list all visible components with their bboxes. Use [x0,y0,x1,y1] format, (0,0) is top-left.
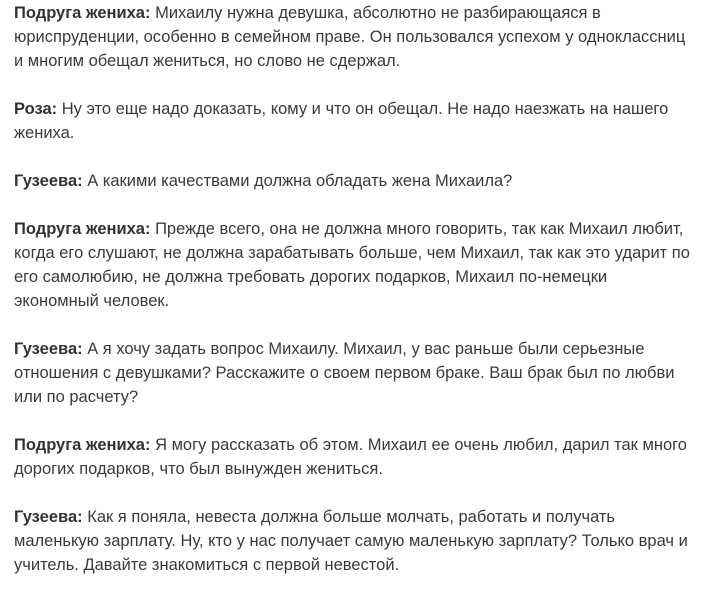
dialogue-paragraph [14,337,704,409]
dialogue-text: Как я поняла, невеста должна больше молчать, работать и получать [82,508,616,526]
dialogue-line: или по расчету? [14,388,139,406]
dialogue-paragraph [14,97,704,145]
dialogue-line [14,97,704,121]
dialogue-line [14,433,704,457]
dialogue-line: отношения с девушками? Расскажите о своем первом браке. Ваш брак был по любви [14,364,675,382]
dialogue-text: Ну это еще надо доказать, кому и что он обещал. Не надо наезжать на нашего [57,100,669,118]
dialogue-line: маленькую зарплату. Ну, кто у нас получает самую маленькую зарплату? Только врач и [14,532,688,550]
dialogue-text: А я хочу задать вопрос Михаилу. Михаил, у вас раньше были серьезные [82,340,645,358]
dialogue-line [14,1,704,25]
speaker-name: Гузеева: [14,508,83,526]
dialogue-line: и многим обещал жениться, но слово не сдержал. [14,52,401,70]
dialogue-line: юриспруденции, особенно в семейном праве. Он пользовался успехом у одноклассниц [14,28,686,46]
speaker-name: Роза: [14,100,58,118]
dialogue-line: экономный человек. [14,292,170,310]
dialogue-paragraph [14,505,704,577]
dialogue-line: жениха. [14,124,75,142]
dialogue-paragraph [14,433,704,481]
dialogue-text: Я могу рассказать об этом. Михаил ее очень любил, дарил так много [150,436,687,454]
speaker-name: Подруга жениха: [14,4,151,22]
speaker-name: Гузеева: [14,172,83,190]
dialogue-text: А какими качествами должна обладать жена Михаила? [82,172,513,190]
dialogue-transcript [14,0,704,601]
dialogue-line: когда его слушают, не должна зарабатывать больше, чем Михаил, так как это ударит по [14,244,690,262]
dialogue-line [14,169,704,193]
speaker-name: Подруга жениха: [14,220,151,238]
dialogue-line [14,505,704,529]
dialogue-line [14,337,704,361]
dialogue-paragraph [14,217,704,313]
dialogue-line: дорогих подарков, что был вынужден жениться. [14,460,383,478]
dialogue-line: учитель. Давайте знакомиться с первой невестой. [14,556,400,574]
dialogue-paragraph [14,1,704,73]
dialogue-text: Михаилу нужна девушка, абсолютно не разбирающаяся в [150,4,601,22]
dialogue-text: Прежде всего, она не должна много говорить, так как Михаил любит, [150,220,684,238]
dialogue-line [14,217,704,241]
speaker-name: Подруга жениха: [14,436,151,454]
dialogue-line: его самолюбию, не должна требовать дорогих подарков, Михаил по-немецки [14,268,608,286]
speaker-name: Гузеева: [14,340,83,358]
dialogue-paragraph [14,169,704,193]
